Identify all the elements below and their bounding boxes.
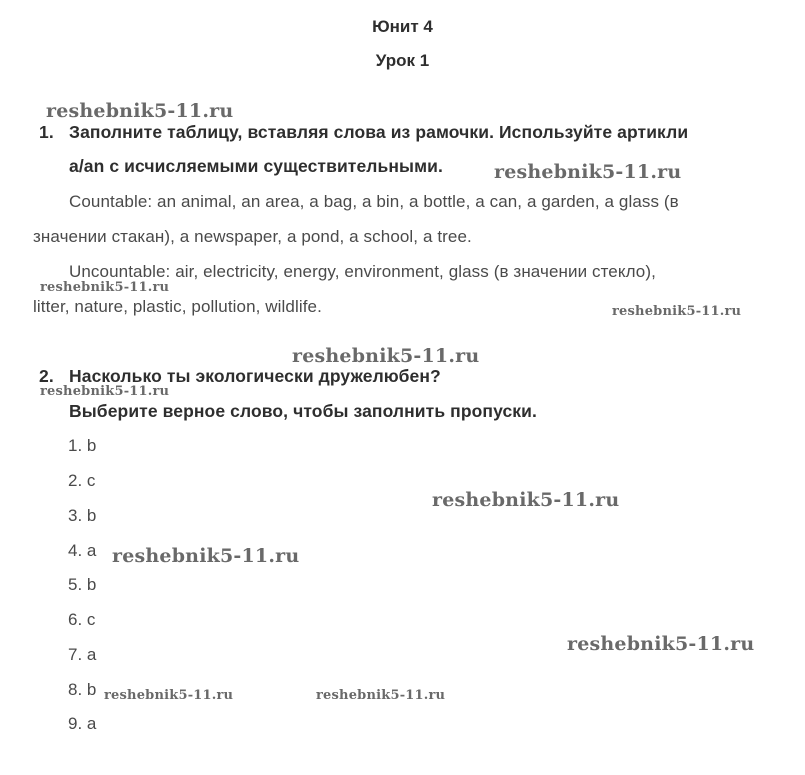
watermark: reshebnik5-11.ru — [40, 280, 170, 295]
answer-item: 5. b — [68, 575, 97, 594]
countable-line1: Countable: an animal, an area, a bag, a bin, a bottle, a can, a garden, a glass (в — [69, 192, 679, 211]
watermark: reshebnik5-11.ru — [292, 345, 480, 367]
answer-item: 6. c — [68, 610, 96, 629]
answer-item: 9. a — [68, 714, 97, 733]
answer-item: 4. a — [68, 541, 97, 560]
watermark: reshebnik5-11.ru — [567, 633, 755, 655]
watermark: reshebnik5-11.ru — [612, 304, 742, 319]
answer-item: 2. c — [68, 471, 96, 490]
answer-item: 3. b — [68, 506, 97, 525]
task1-heading-line2: a/an с исчисляемыми существительными. — [69, 156, 443, 176]
lesson-title: Урок 1 — [375, 51, 430, 70]
task2-heading-line1: Насколько ты экологически дружелюбен? — [69, 366, 441, 386]
watermark: reshebnik5-11.ru — [432, 489, 620, 511]
watermark: reshebnik5-11.ru — [112, 545, 300, 567]
uncountable-line2: litter, nature, plastic, pollution, wildlife. — [33, 297, 322, 316]
watermark: reshebnik5-11.ru — [40, 384, 170, 399]
answer-item: 8. b — [68, 680, 97, 699]
watermark: reshebnik5-11.ru — [316, 688, 446, 703]
watermark: reshebnik5-11.ru — [104, 688, 234, 703]
task2-heading-line2: Выберите верное слово, чтобы заполнить пропуски. — [69, 401, 537, 421]
task2-number: 2. — [39, 366, 54, 386]
task1-heading-line1: Заполните таблицу, вставляя слова из рамочки. Используйте артикли — [69, 122, 689, 142]
answer-item: 7. a — [68, 645, 97, 664]
countable-line2: значении стакан), a newspaper, a pond, a school, a tree. — [33, 227, 472, 246]
watermark: reshebnik5-11.ru — [494, 161, 682, 183]
answer-item: 1. b — [68, 436, 97, 455]
task1-number: 1. — [39, 122, 54, 142]
watermark: reshebnik5-11.ru — [46, 100, 234, 122]
unit-title: Юнит 4 — [372, 17, 433, 36]
uncountable-line1: Uncountable: air, electricity, energy, environment, glass (в значении стекло), — [69, 262, 656, 281]
